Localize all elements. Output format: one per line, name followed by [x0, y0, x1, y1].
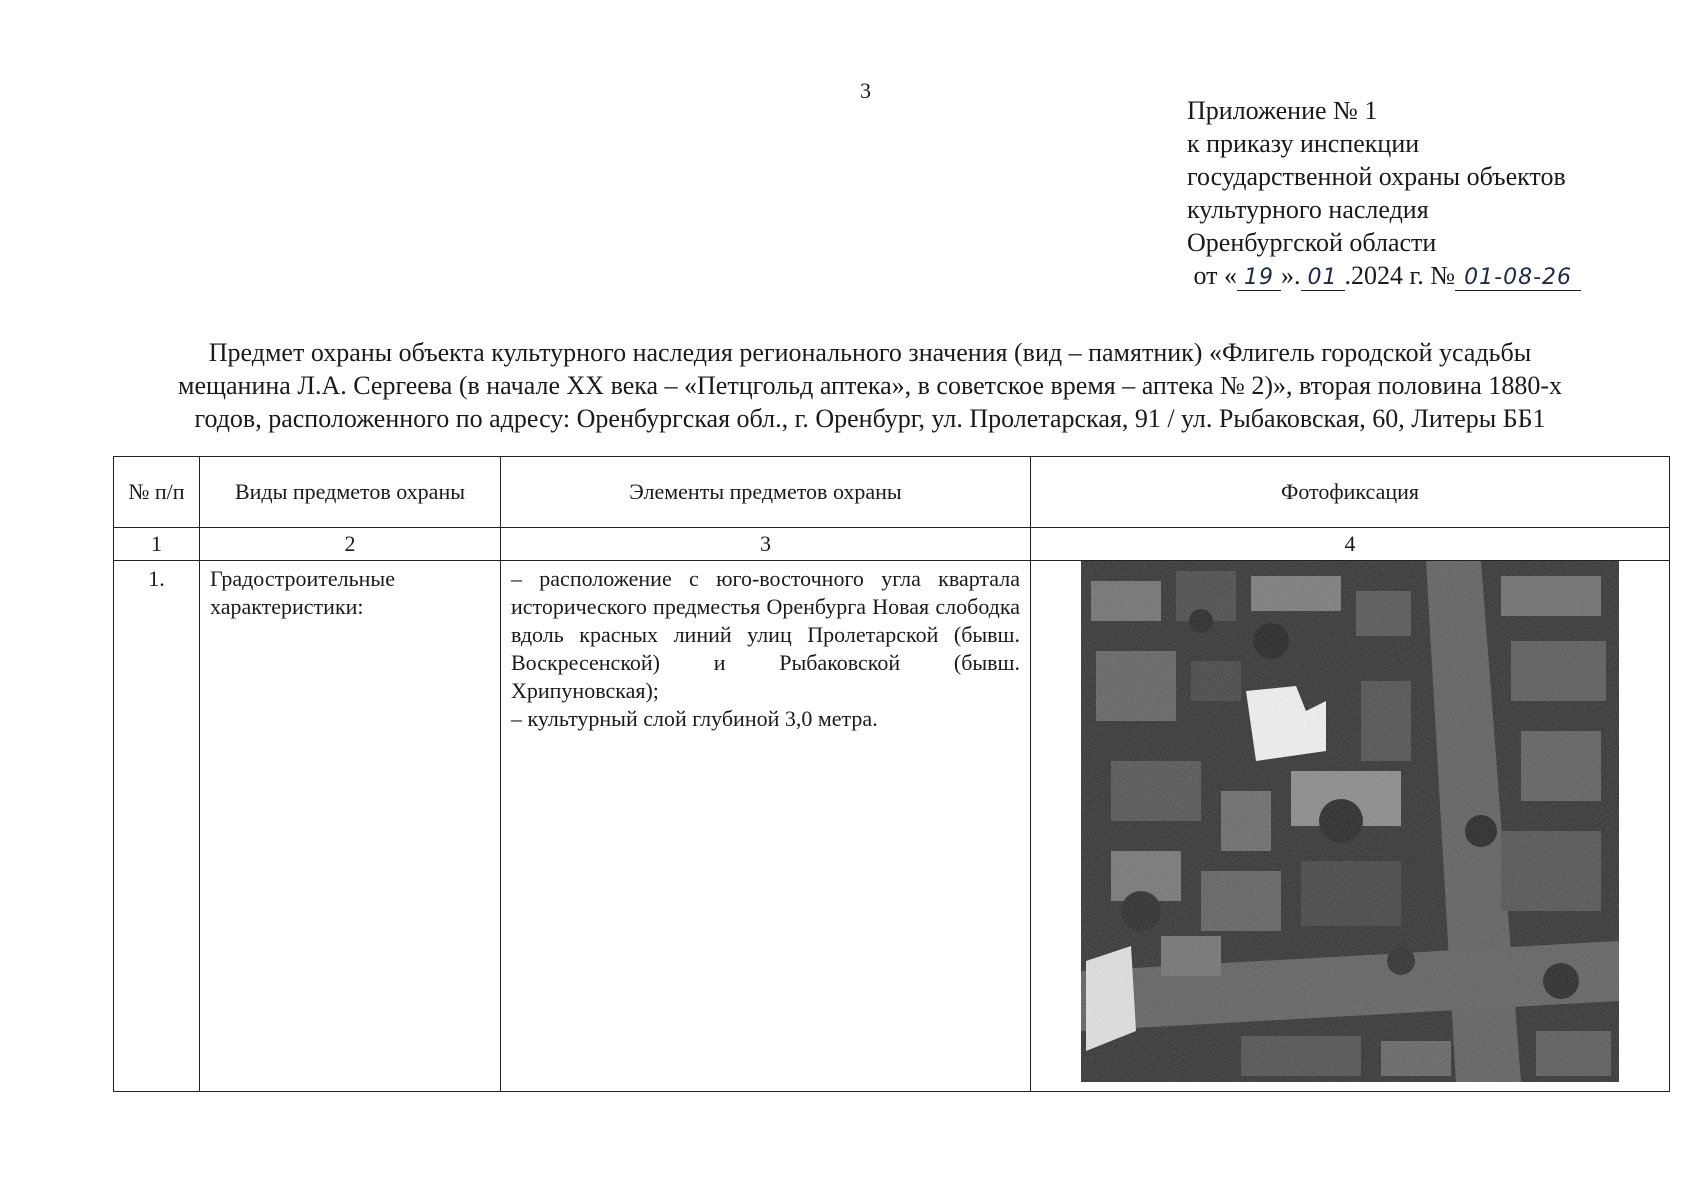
- appendix-line: культурного наследия: [1187, 195, 1429, 224]
- appendix-block: [1187, 94, 1657, 292]
- document-title: [90, 336, 1650, 435]
- row-elements: [501, 561, 1031, 1092]
- header-elements: Элементы предметов охраны: [501, 457, 1031, 528]
- page-number: 3: [860, 78, 871, 103]
- title-line: Предмет охраны объекта культурного наследия регионального значения (вид – памятник) «Флигель городской усадьбы: [208, 338, 1532, 367]
- title-line: годов, расположенного по адресу: Оренбургская обл., г. Оренбург, ул. Пролетарская, 91 / ул. Рыбаковская, 60, Литеры ББ1: [194, 404, 1546, 433]
- column-number: 3: [501, 528, 1031, 561]
- aerial-photo: [1081, 561, 1619, 1082]
- column-number: 1: [114, 528, 200, 561]
- table-row: [114, 561, 1670, 1092]
- order-month-handwritten: 01: [1301, 266, 1345, 291]
- row-photo: [1031, 561, 1670, 1092]
- appendix-line: государственной охраны объектов: [1187, 162, 1566, 191]
- protection-table: [113, 456, 1670, 1092]
- header-types: Виды предметов охраны: [200, 457, 501, 528]
- column-number: 2: [200, 528, 501, 561]
- order-separator: ».: [1281, 261, 1301, 290]
- element-item: – культурный слой глубиной 3,0 метра.: [511, 706, 878, 731]
- row-type: Градостроительные характеристики:: [200, 561, 501, 1092]
- appendix-line: Приложение № 1: [1187, 96, 1378, 125]
- column-number: 4: [1031, 528, 1670, 561]
- header-num: № п/п: [114, 457, 200, 528]
- order-day-handwritten: 19: [1237, 266, 1281, 291]
- table-header-row: [114, 457, 1670, 528]
- order-number-handwritten: 01-08-26: [1455, 266, 1581, 291]
- appendix-line: к приказу инспекции: [1187, 129, 1420, 158]
- title-line: мещанина Л.А. Сергеева (в начале XX века – «Петцгольд аптека», в советское время – аптека № 2)», вторая половина 1880-х: [178, 371, 1562, 400]
- order-line: [1187, 259, 1657, 292]
- element-item: – расположение с юго-восточного угла квартала исторического предместья Оренбурга Новая слободка вдоль красных линий улиц Пролетарской (бывш. Воскресенской) и Рыбаковской (бывш. Хрипуновская);: [511, 566, 1020, 703]
- header-photo: Фотофиксация: [1031, 457, 1670, 528]
- row-num: 1.: [114, 561, 200, 1092]
- appendix-line: Оренбургской области: [1187, 228, 1437, 257]
- order-prefix: от «: [1193, 261, 1238, 290]
- order-year: .2024 г. №: [1344, 261, 1456, 290]
- column-number-row: [114, 528, 1670, 561]
